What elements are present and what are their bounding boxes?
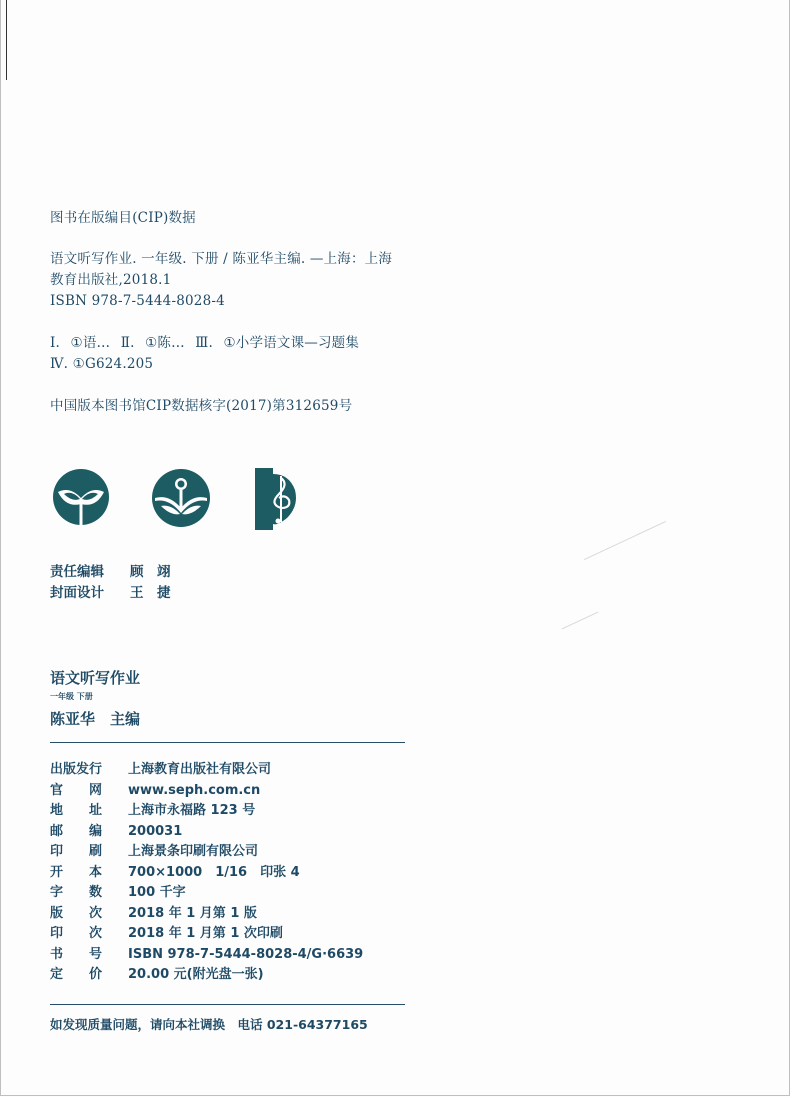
pub-row <box>50 760 363 781</box>
pub-label: 出版发行 <box>50 762 103 777</box>
pub-row <box>50 965 363 986</box>
pub-row <box>50 842 363 863</box>
pub-value: 2018 年 1 月第 1 次印刷 <box>128 926 283 941</box>
credit-value: 顾 翊 <box>130 564 171 580</box>
pub-value: www.seph.com.cn <box>128 782 261 798</box>
book-title: 语文听写作业 <box>50 669 141 687</box>
book-editor: 陈亚华 主编 <box>50 710 141 728</box>
cip-isbn: ISBN 978-7-5444-8028-4 <box>50 293 225 309</box>
pub-label: 印 刷 <box>50 844 103 859</box>
publisher-child-logo-icon <box>151 468 211 532</box>
cip-classification-1: Ⅰ. ①语… Ⅱ. ①陈… Ⅲ. ①小学语文课—习题集 <box>50 335 360 351</box>
pub-value: 20.00 元(附光盘一张) <box>128 967 264 982</box>
credit-value: 王 捷 <box>130 585 171 601</box>
pub-row <box>50 945 363 966</box>
music-treble-clef-logo-icon <box>255 468 301 534</box>
pub-value: 100 千字 <box>128 885 186 900</box>
pub-row <box>50 781 363 802</box>
pub-label: 印 次 <box>50 926 103 941</box>
pub-row <box>50 904 363 925</box>
pub-label: 地 址 <box>50 803 103 818</box>
cip-line-2: 教育出版社,2018.1 <box>50 272 172 288</box>
credit-row-cover-design <box>50 583 171 604</box>
cip-classification-2: Ⅳ. ①G624.205 <box>50 356 154 372</box>
credit-label: 责任编辑 <box>50 564 104 580</box>
footer-contact: 如发现质量问题，请向本社调换 电话 021-64377165 <box>50 1017 368 1032</box>
credit-label: 封面设计 <box>50 585 104 601</box>
pub-row <box>50 801 363 822</box>
pub-value: 上海教育出版社有限公司 <box>128 762 272 777</box>
pub-row <box>50 863 363 884</box>
pub-value: ISBN 978-7-5444-8028-4/G·6639 <box>128 946 364 962</box>
pub-label: 开 本 <box>50 864 103 880</box>
pub-row <box>50 883 363 904</box>
pub-row <box>50 924 363 945</box>
pub-label: 官 网 <box>50 782 103 798</box>
cip-title: 图书在版编目(CIP)数据 <box>50 210 196 226</box>
pub-label: 字 数 <box>50 885 103 900</box>
divider <box>50 742 405 743</box>
publication-details <box>50 760 363 986</box>
pub-value: 2018 年 1 月第 1 版 <box>128 905 257 921</box>
pub-label: 定 价 <box>50 967 103 982</box>
pub-value: 上海市永福路 123 号 <box>128 803 256 818</box>
pub-value: 上海景条印刷有限公司 <box>128 844 259 859</box>
pub-value: 700×1000 1/16 印张 4 <box>128 864 300 880</box>
cip-record-number: 中国版本图书馆CIP数据核字(2017)第312659号 <box>50 398 353 414</box>
book-subtitle: 一年级 下册 <box>50 692 93 701</box>
credit-row-editor <box>50 562 171 583</box>
pub-label: 邮 编 <box>50 823 103 839</box>
pub-label: 书 号 <box>50 946 103 962</box>
cip-line-1: 语文听写作业. 一年级. 下册 / 陈亚华主编. —上海：上海 <box>50 251 393 267</box>
publisher-sprout-logo-icon <box>52 468 110 530</box>
page-edge-line <box>6 0 17 80</box>
pub-label: 版 次 <box>50 905 103 921</box>
credits-block <box>50 562 171 604</box>
divider <box>50 1004 405 1005</box>
pub-row <box>50 822 363 843</box>
pub-value: 200031 <box>128 823 183 839</box>
